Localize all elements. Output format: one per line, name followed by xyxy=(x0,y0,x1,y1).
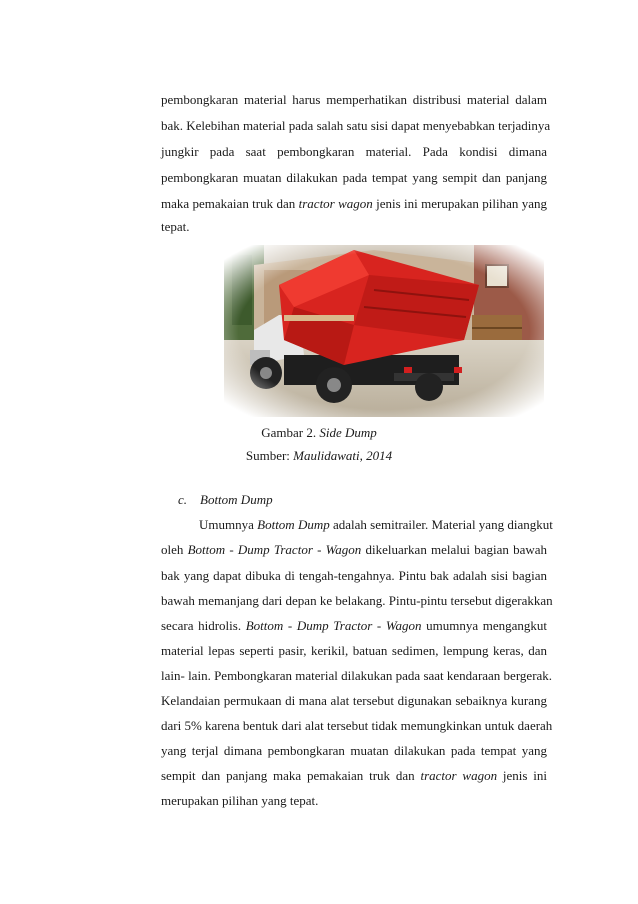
paragraph-2-line-2: oleh Bottom - Dump Tractor - Wagon dikeluarkan melalui bagian bawah xyxy=(161,542,547,557)
paragraph-1-line-4: pembongkaran muatan dilakukan pada tempat yang sempit dan panjang xyxy=(161,170,547,185)
figure-source: Sumber: Maulidawati, 2014 xyxy=(245,448,393,463)
paragraph-1-line-5: maka pemakaian truk dan tractor wagon jenis ini merupakan pilihan yang xyxy=(161,196,547,211)
paragraph-1-line-2: bak. Kelebihan material pada salah satu sisi dapat menyebabkan terjadinya xyxy=(161,118,551,133)
paragraph-1-line-1: pembongkaran material harus memperhatikan distribusi material dalam xyxy=(161,92,547,107)
paragraph-2-line-1: Umumnya Bottom Dump adalah semitrailer. Material yang diangkut xyxy=(199,517,553,532)
paragraph-2-line-5: secara hidrolis. Bottom - Dump Tractor - Wagon umumnya mengangkut xyxy=(161,618,547,633)
side-dump-truck-image xyxy=(224,245,544,417)
paragraph-2-line-4: bawah memanjang dari depan ke belakang. Pintu-pintu tersebut digerakkan xyxy=(161,593,553,608)
paragraph-1-line-3: jungkir pada saat pembongkaran material. Pada kondisi dimana xyxy=(161,144,547,159)
paragraph-2-line-11: sempit dan panjang maka pemakaian truk dan tractor wagon jenis ini xyxy=(161,768,547,783)
paragraph-2-line-9: dari 5% karena bentuk dari alat tersebut tidak memungkinkan untuk daerah xyxy=(161,718,553,733)
paragraph-2-line-3: bak yang dapat dibuka di tengah-tengahnya. Pintu bak adalah sisi bagian xyxy=(161,568,547,583)
paragraph-2-line-7: lain- lain. Pembongkaran material dilakukan pada saat kendaraan bergerak. xyxy=(161,668,553,683)
paragraph-2-line-6: material lepas seperti pasir, kerikil, batuan sedimen, lempung keras, dan xyxy=(161,643,547,658)
paragraph-2-line-8: Kelandaian permukaan di mana alat tersebut digunakan sebaiknya kurang xyxy=(161,693,547,708)
section-heading: c. Bottom Dump xyxy=(178,492,273,507)
figure-caption: Gambar 2. Side Dump xyxy=(261,425,377,440)
paragraph-2-line-10: yang terjal dimana pembongkaran muatan dilakukan pada tempat yang xyxy=(161,743,547,758)
paragraph-2-line-12: merupakan pilihan yang tepat. xyxy=(161,793,319,808)
paragraph-1-line-6: tepat. xyxy=(161,219,190,234)
